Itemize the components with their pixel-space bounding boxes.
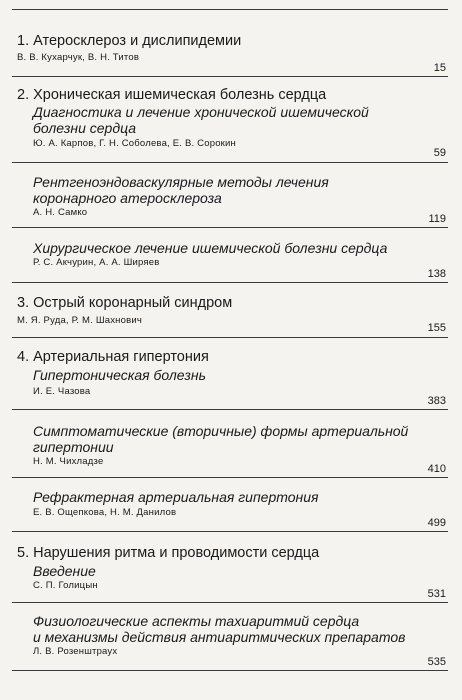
- entry-divider: [12, 227, 448, 228]
- toc-authors: Ю. А. Карпов, Г. Н. Соболева, Е. В. Сорокин: [33, 138, 236, 149]
- toc-page-number: 499: [427, 517, 446, 529]
- toc-authors: В. В. Кухарчук, В. Н. Титов: [17, 52, 140, 63]
- toc-section-title: Гипертоническая болезнь: [33, 367, 206, 383]
- entry-divider: [12, 409, 448, 410]
- entry-divider: [12, 76, 448, 77]
- toc-page-number: 59: [433, 147, 446, 159]
- toc-authors: М. Я. Руда, Р. М. Шахнович: [17, 315, 142, 326]
- toc-chapter-heading: 2. Хроническая ишемическая болезнь сердца: [17, 87, 327, 103]
- entry-divider: [12, 162, 448, 163]
- toc-page-number: 535: [427, 656, 446, 668]
- toc-chapter-heading: 3. Острый коронарный синдром: [17, 295, 233, 311]
- toc-authors: И. Е. Чазова: [33, 386, 91, 397]
- entry-divider: [12, 670, 448, 671]
- toc-section-title: Хирургическое лечение ишемической болезни сердца: [33, 240, 388, 256]
- toc-section-title: Симптоматические (вторичные) формы артериальной: [33, 423, 409, 439]
- entry-divider: [12, 531, 448, 532]
- toc-authors: Р. С. Акчурин, А. А. Ширяев: [33, 257, 160, 268]
- toc-authors: С. П. Голицын: [33, 580, 98, 591]
- toc-page-number: 531: [427, 588, 446, 600]
- toc-authors: А. Н. Самко: [33, 207, 88, 218]
- toc-section-title: коронарного атеросклероза: [33, 190, 222, 206]
- toc-page-number: 383: [427, 395, 446, 407]
- toc-authors: Е. В. Ощепкова, Н. М. Данилов: [33, 507, 177, 518]
- toc-section-title: болезни сердца: [33, 120, 137, 136]
- toc-page-number: 119: [428, 213, 446, 225]
- toc-section-title: Рентгеноэндоваскулярные методы лечения: [33, 174, 329, 190]
- top-divider: [12, 9, 448, 10]
- toc-chapter-heading: 4. Артериальная гипертония: [17, 349, 209, 365]
- entry-divider: [12, 602, 448, 603]
- entry-divider: [12, 282, 448, 283]
- toc-page-number: 155: [427, 322, 446, 334]
- entry-divider: [12, 477, 448, 478]
- toc-authors: Л. В. Розенштраух: [33, 646, 118, 657]
- toc-authors: Н. М. Чихладзе: [33, 456, 104, 467]
- entry-divider: [12, 337, 448, 338]
- toc-section-title: и механизмы действия антиаритмических препаратов: [33, 629, 406, 645]
- toc-page-number: 138: [427, 268, 446, 280]
- toc-section-title: Физиологические аспекты тахиаритмий сердца: [33, 613, 360, 629]
- toc-page-number: 15: [433, 62, 446, 74]
- toc-chapter-heading: 1. Атеросклероз и дислипидемии: [17, 33, 242, 49]
- toc-chapter-heading: 5. Нарушения ритма и проводимости сердца: [17, 545, 320, 561]
- toc-section-title: Диагностика и лечение хронической ишемической: [33, 104, 369, 120]
- toc-section-title: Рефрактерная артериальная гипертония: [33, 489, 319, 505]
- toc-page-number: 410: [427, 463, 446, 475]
- toc-section-title: Введение: [33, 563, 96, 579]
- toc-section-title: гипертонии: [33, 439, 114, 455]
